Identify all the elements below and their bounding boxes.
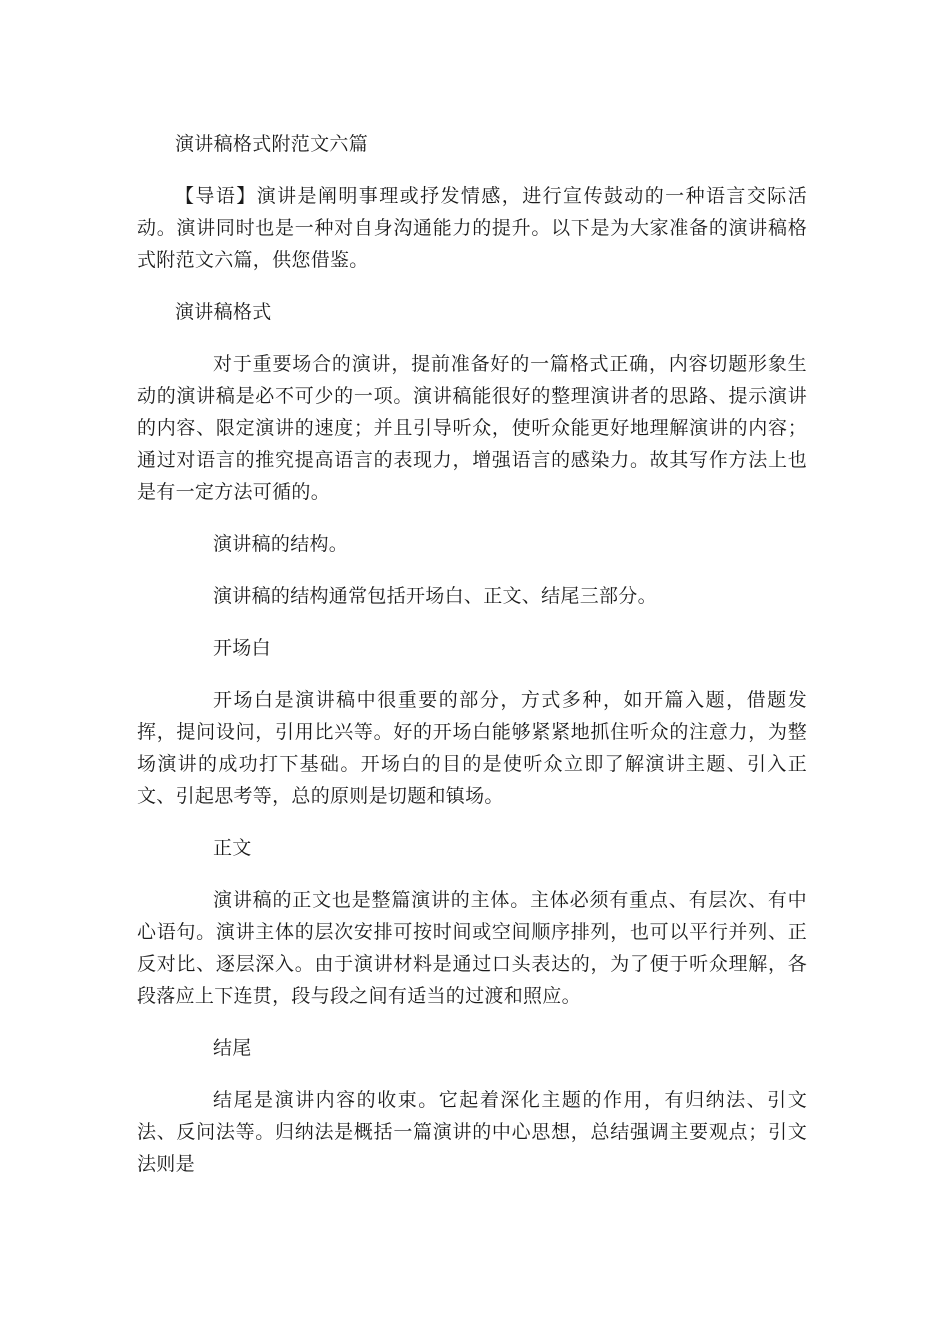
opening-paragraph: 开场白是演讲稿中很重要的部分，方式多种，如开篇入题，借题发挥，提问设问，引用比兴等。好的开场白能够紧紧地抓住听众的注意力，为整场演讲的成功打下基础。开场白的目的是使听众立即了解演讲主题、引入正文、引起思考等，总的原则是切题和镇场。 [137,689,807,807]
document-title: 演讲稿格式附范文六篇 [175,133,369,155]
opening-heading: 开场白 [213,637,271,659]
structure-heading: 演讲稿的结构。 [213,533,349,555]
ending-paragraph: 结尾是演讲内容的收束。它起着深化主题的作用，有归纳法、引文法、反问法等。归纳法是概括一篇演讲的中心思想，总结强调主要观点；引文法则是 [137,1089,807,1175]
section-heading: 演讲稿格式 [175,301,272,323]
body-paragraph: 演讲稿的正文也是整篇演讲的主体。主体必须有重点、有层次、有中心语句。演讲主体的层次安排可按时间或空间顺序排列，也可以平行并列、正反对比、逐层深入。由于演讲材料是通过口头表达的，为了便于听众理解，各段落应上下连贯，段与段之间有适当的过渡和照应。 [137,889,807,1007]
intro-paragraph: 【导语】演讲是阐明事理或抒发情感，进行宣传鼓动的一种语言交际活动。演讲同时也是一种对自身沟通能力的提升。以下是为大家准备的演讲稿格式附范文六篇，供您借鉴。 [137,185,807,271]
format-paragraph: 对于重要场合的演讲，提前准备好的一篇格式正确，内容切题形象生动的演讲稿是必不可少的一项。演讲稿能很好的整理演讲者的思路、提示演讲的内容、限定演讲的速度；并且引导听众，使听众能更好地理解演讲的内容；通过对语言的推究提高语言的表现力，增强语言的感染力。故其写作方法上也是有一定方法可循的。 [137,353,807,503]
document-body [137,128,807,1200]
body-heading: 正文 [213,837,252,859]
structure-paragraph: 演讲稿的结构通常包括开场白、正文、结尾三部分。 [213,585,657,607]
ending-heading: 结尾 [213,1037,252,1059]
